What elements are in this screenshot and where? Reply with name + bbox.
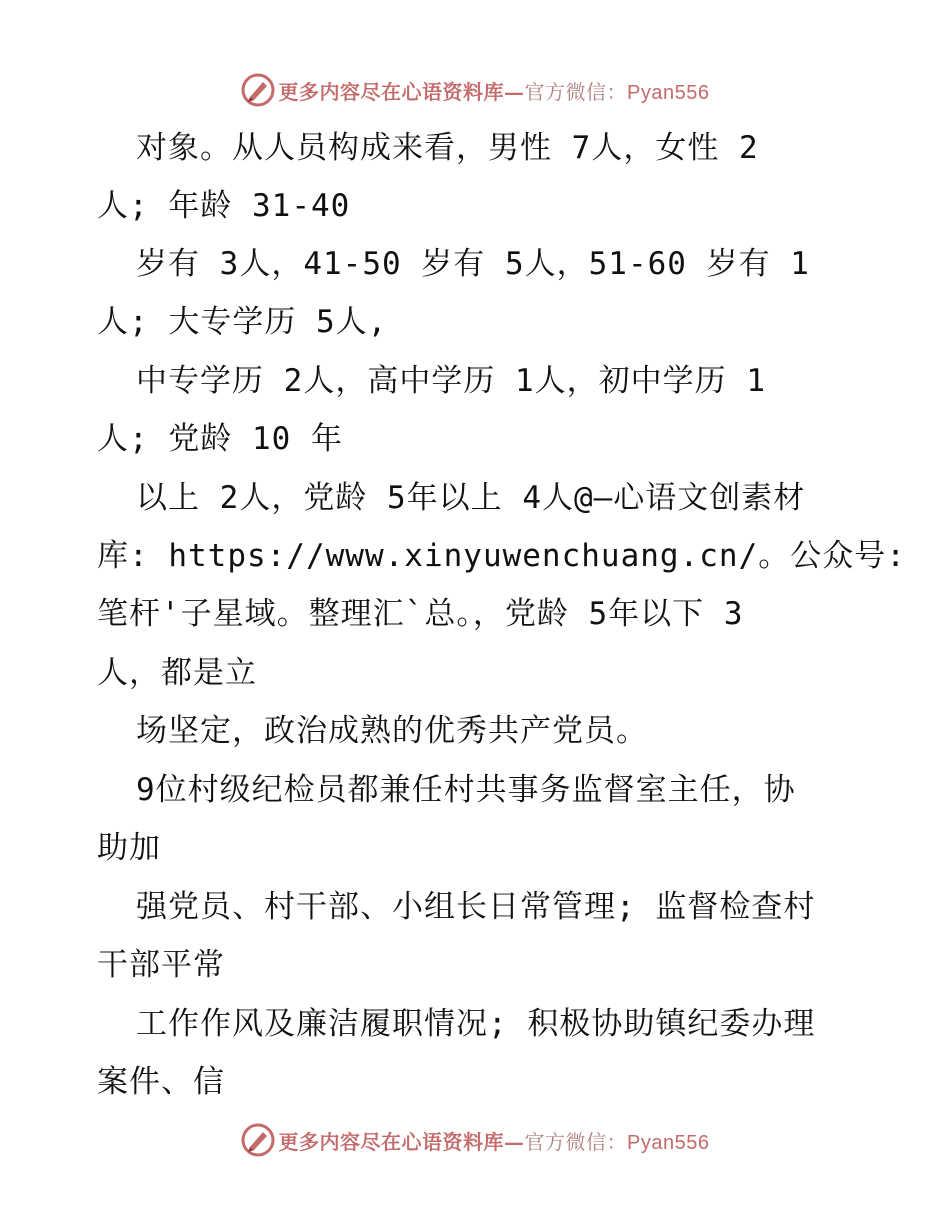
header-watermark: [0, 70, 950, 110]
watermark-dash: —: [504, 1129, 525, 1154]
text-line: 9位村级纪检员都兼任村共事务监督室主任，协: [136, 772, 796, 808]
text-line: 工作作风及廉洁履职情况; 积极协助镇纪委办理: [136, 1006, 816, 1042]
text-line: 库: https://www.xinyuwenchuang.cn/。公众号:: [97, 538, 906, 574]
text-line: 以上 2人，党龄 5年以上 4人@—心语文创素材: [136, 480, 806, 516]
watermark-wechat-id: Pyan556: [627, 81, 710, 104]
pen-logo-icon: [241, 73, 275, 107]
text-line: 人，都是立: [97, 655, 257, 691]
pen-logo-icon: [241, 1123, 275, 1157]
text-line: 助加: [97, 830, 161, 866]
text-line: 对象。从人员构成来看，男性 7人，女性 2: [136, 130, 759, 166]
text-line: 人; 党龄 10 年: [97, 421, 343, 457]
watermark-wechat-label: 官方微信：: [524, 79, 628, 104]
watermark-dash: —: [504, 79, 525, 104]
footer-watermark: [0, 1120, 950, 1160]
watermark-wechat-label: 官方微信：: [524, 1129, 628, 1154]
text-line: 强党员、村干部、小组长日常管理; 监督检查村: [136, 889, 816, 925]
text-line: 干部平常: [97, 947, 225, 983]
text-line: 场坚定，政治成熟的优秀共产党员。: [136, 713, 648, 749]
text-line: 人; 大专学历 5人,: [97, 304, 388, 340]
watermark-wechat-id: Pyan556: [627, 1131, 710, 1154]
watermark-text: [279, 76, 710, 105]
watermark-brand: 更多内容尽在心语资料库: [278, 1129, 505, 1154]
text-line: 岁有 3人，41-50 岁有 5人，51-60 岁有 1: [136, 246, 810, 282]
text-line: 笔杆'子星域。整理汇`总。，党龄 5年以下 3: [97, 596, 744, 632]
watermark-brand: 更多内容尽在心语资料库: [278, 79, 505, 104]
text-line: 案件、信: [97, 1064, 225, 1100]
text-line: 中专学历 2人，高中学历 1人，初中学历 1: [136, 363, 766, 399]
text-line: 人; 年龄 31-40: [97, 188, 351, 224]
watermark-text: [279, 1126, 710, 1155]
